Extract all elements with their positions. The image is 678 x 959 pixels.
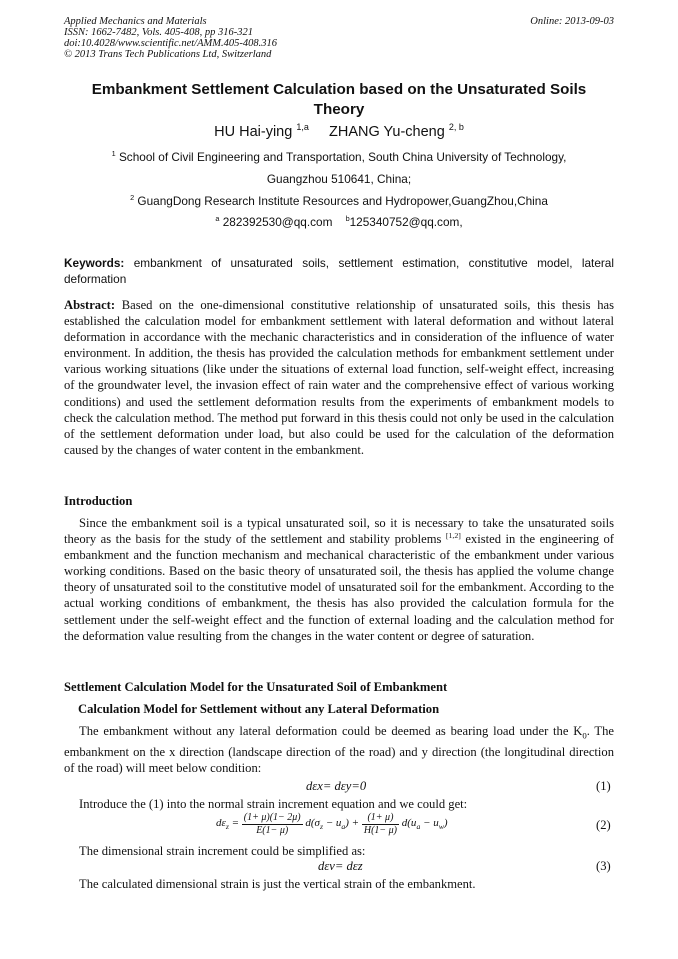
intro-text-1: Since the embankment soil is a typical unsaturated soil, so it is necessary to take the unsaturated soils theory as the basis for the study of the settlement and stability problems — [64, 516, 614, 547]
equation-3: dεv= dεz — [318, 859, 363, 873]
email-line — [64, 215, 614, 230]
equation-1-number: (1) — [596, 779, 611, 793]
author-1: HU Hai-ying — [214, 124, 293, 140]
introduction-heading: Introduction — [64, 494, 133, 508]
author-1-affil: 1,a — [296, 122, 309, 133]
affiliation-2 — [64, 194, 614, 209]
para1-text-b: . The embankment on the x direction (landscape direction of the road) and y direction (the longitudinal direction of the road) will meet below condition: — [64, 724, 614, 775]
copyright-line: © 2013 Trans Tech Publications Ltd, Switzerland — [64, 49, 272, 60]
eq2-fraction-1: $\frac{(1+ \mu)(1- 2\mu)}{E(1- \mu)}$ — [243, 812, 301, 836]
author-2-affil: 2, b — [448, 122, 464, 133]
title-line-1: Embankment Settlement Calculation based on the Unsaturated Soils — [91, 81, 587, 98]
affiliation-1-city: Guangzhou 510641, China; — [266, 172, 412, 186]
author-line — [64, 123, 614, 141]
keywords-label: Keywords: — [64, 256, 125, 270]
section2-paragraph-3: The dimensional strain increment could be simplified as: — [79, 844, 366, 858]
keywords-text: embankment of unsaturated soils, settlement estimation, constitutive model, lateral deformation — [64, 256, 614, 286]
email-b[interactable]: 125340752@qq.com, — [349, 215, 463, 229]
doi-line[interactable]: doi:10.4028/www.scientific.net/AMM.405-408.316 — [64, 38, 277, 49]
para1-text-a: The embankment without any lateral deformation could be deemed as bearing load under the K — [79, 724, 583, 738]
citation-ref[interactable]: [1,2] — [445, 530, 461, 540]
abstract-block — [64, 297, 614, 458]
equation-2-number: (2) — [596, 818, 611, 832]
abstract-label: Abstract: — [64, 298, 116, 312]
online-date: Online: 2013-09-03 — [530, 16, 614, 27]
issn-line: ISSN: 1662-7482, Vols. 405-408, pp 316-321 — [64, 27, 253, 38]
journal-name: Applied Mechanics and Materials — [64, 16, 207, 27]
author-2: ZHANG Yu-cheng — [329, 124, 445, 140]
intro-text-2: existed in the engineering of embankment and the function mechanism and mechanical characteristic of the embankment under various working conditions. Based on the basic theory of unsaturated soil, the thesis has applied the volume change theory of unsaturated soil to the constitutive model of unsaturated soil for the embankment. According to the actual working conditions of embankment, the thesis has also provided the calculation formula for the settlement under the self-weight effect and the function of external loading and the calculation method for the deformation value resulting from the changes in the water content or degree of saturation. — [64, 532, 614, 643]
journal-header — [64, 16, 277, 60]
aff-2-text: GuangDong Research Institute Resources and Hydropower,GuangZhou,China — [137, 194, 548, 208]
section-heading: Settlement Calculation Model for the Unsaturated Soil of Embankment — [64, 680, 448, 694]
aff-1-marker: 1 — [111, 149, 116, 159]
section2-paragraph-4: The calculated dimensional strain is just the vertical strain of the embankment. — [79, 877, 476, 891]
abstract-text: Based on the one-dimensional constitutive relationship of unsaturated soils, this thesis has established the calculation model for embankment settlement with lateral deformation and without lateral deformation in accordance with the mechanic characteristics and in consideration of the influence of water environment. In addition, the thesis has provided the calculation methods for embankment settlement under various working situations (like under the situations of external load function, self-weight effect, increasing of the groundwater level, the invasion effect of rain water and the comprehensive effect of various working conditions) and used the settlement deformation results from the experiments of embankment models to check the calculation method. The method put forward in this thesis could not only be used in the calculation of the settlement deformation under load, but also could be used for the calculation of the deformation caused by the changes of water content in the embankment. — [64, 298, 614, 457]
paper-title — [64, 80, 614, 120]
aff-1-line-1: School of Civil Engineering and Transportation, South China University of Technology, — [118, 150, 567, 164]
equation-1: dεx= dεy=0 — [306, 779, 367, 793]
email-a-marker: a — [215, 214, 220, 224]
title-line-2: Theory — [313, 101, 365, 118]
email-a[interactable]: 282392530@qq.com — [222, 215, 333, 229]
affiliation-1 — [64, 150, 614, 165]
k0-subscript: 0 — [582, 730, 587, 741]
equation-3-number: (3) — [596, 859, 611, 873]
section2-paragraph-1 — [64, 723, 614, 776]
subsection-heading: Calculation Model for Settlement without any Lateral Deformation — [78, 702, 440, 716]
eq2-fraction-2: $\frac{(1+ \mu)}{H(1- \mu)}$ — [363, 812, 398, 836]
keywords-block — [64, 255, 614, 287]
equation-2: $d\varepsilon_z$ = $\frac{(1+ \mu)(1- 2\mu)}{E(1- \mu)}$ $d(\sigma_z - u_a)$ + $\frac{(1+ \mu)}{H(1- \mu)}$ $d(u_a - u_w)$ — [216, 812, 448, 836]
introduction-paragraph — [64, 515, 614, 644]
aff-2-marker: 2 — [130, 193, 135, 203]
section2-paragraph-2: Introduce the (1) into the normal strain increment equation and we could get: — [79, 797, 468, 811]
email-b-marker: b — [345, 214, 350, 224]
